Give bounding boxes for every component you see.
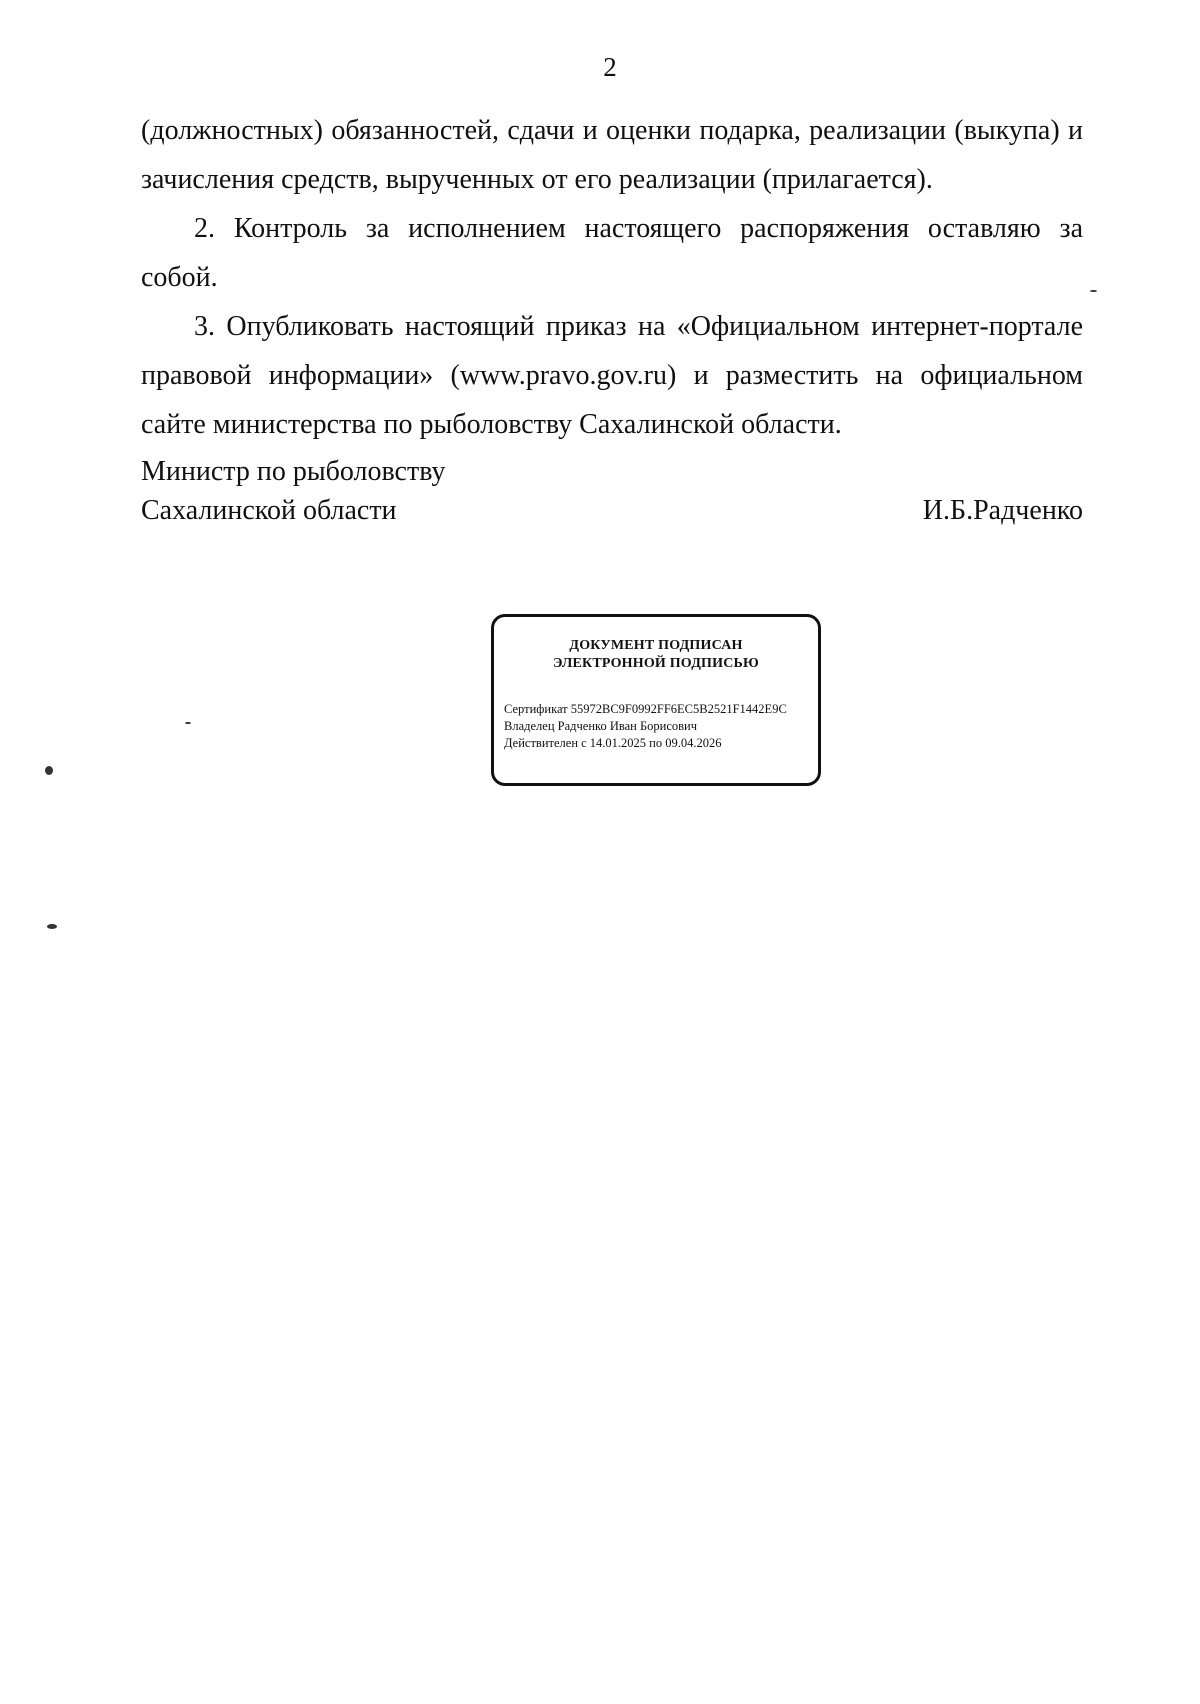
body-text [141, 106, 1083, 449]
signatory-title-line-1: Министр по рыболовству [141, 456, 446, 487]
electronic-signature-stamp [491, 614, 821, 786]
scan-speck [47, 924, 57, 929]
stamp-validity: Действителен с 14.01.2025 по 09.04.2026 [504, 736, 722, 750]
scan-speck [1090, 290, 1097, 292]
stamp-details [494, 701, 818, 752]
stamp-owner: Владелец Радченко Иван Борисович [504, 719, 697, 733]
page-number: 2 [603, 52, 617, 82]
scan-speck [45, 766, 53, 775]
signatory-title-line-2: Сахалинской области [141, 495, 397, 526]
stamp-heading-line-1: ДОКУМЕНТ ПОДПИСАН [569, 638, 743, 653]
paragraph-continuation-line-2: зачисления средств, вырученных от его реализации (прилагается). [141, 164, 933, 195]
paragraph-continuation-line-1: (должностных) обязанностей, сдачи и оценки подарка, реализации (выкупа) и [141, 115, 1083, 146]
signatory-name: И.Б.Радченко [922, 495, 1083, 526]
stamp-heading-line-2: ЭЛЕКТРОННОЙ ПОДПИСЬЮ [553, 656, 759, 671]
paragraph-publish: 3. Опубликовать настоящий приказ на «Официальном интернет-портале правовой информации» (www.pravo.gov.ru) и разместить на официальном сайте министерства по рыболовству Сахалинской области. [141, 311, 1083, 440]
stamp-certificate: Сертификат 55972BC9F0992FF6EC5B2521F1442E9C [504, 702, 787, 716]
signature-block [141, 452, 1083, 530]
paragraph-control: 2. Контроль за исполнением настоящего распоряжения оставляю за собой. [141, 213, 1083, 293]
scan-speck [185, 722, 191, 724]
stamp-heading [494, 637, 818, 673]
